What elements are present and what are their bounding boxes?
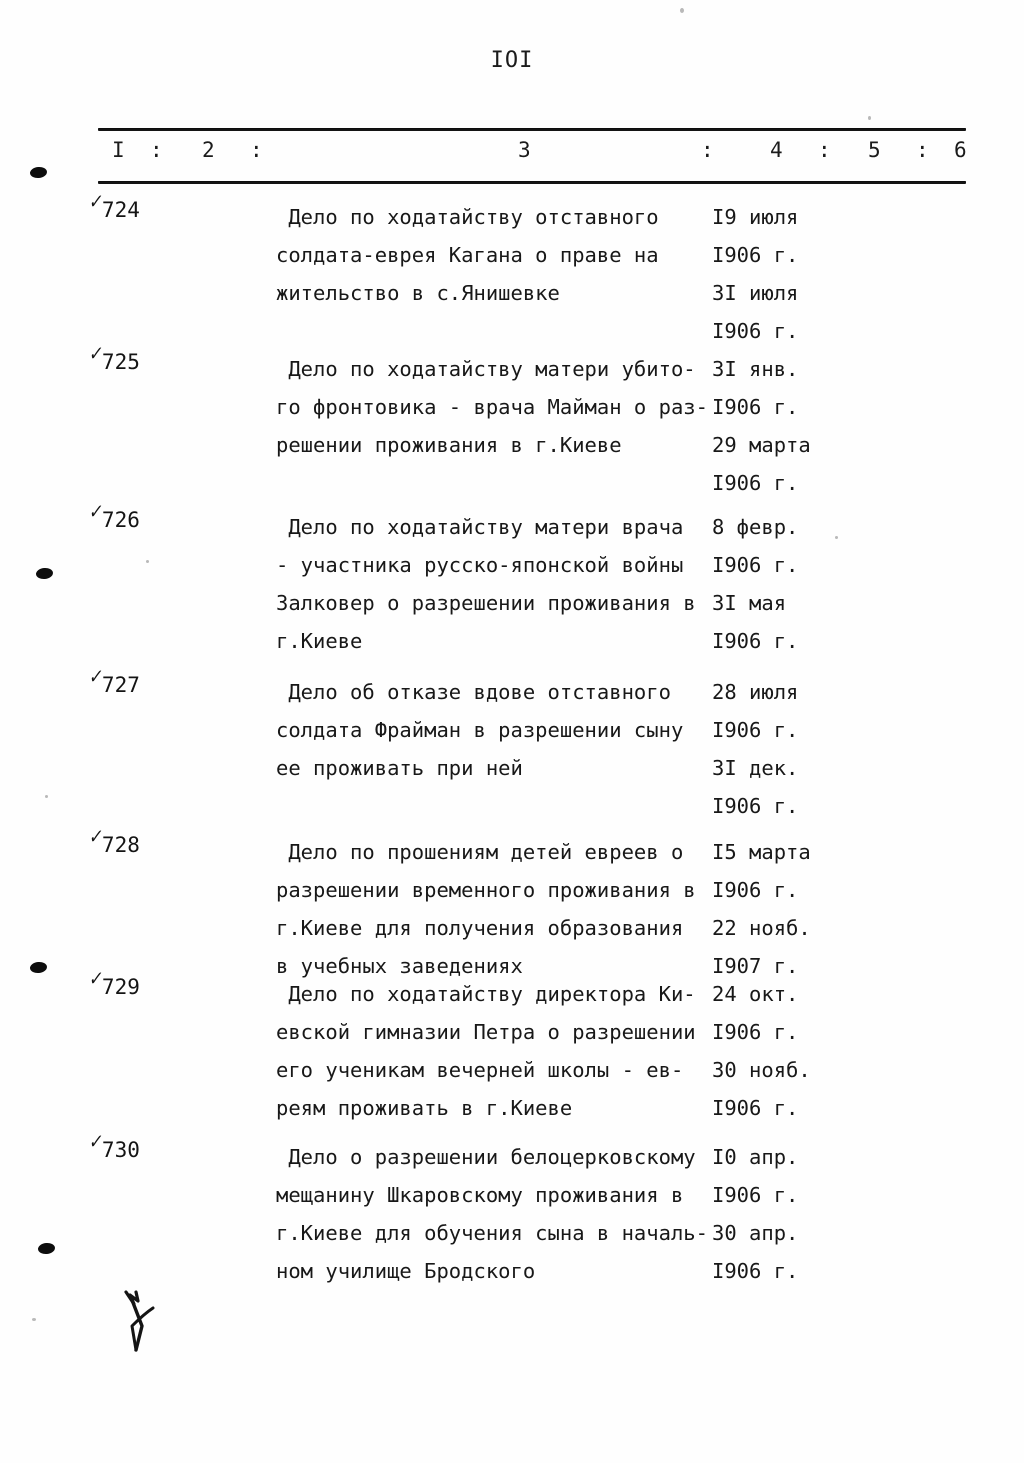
case-description bbox=[276, 508, 706, 660]
description-line: ее проживать при ней bbox=[276, 756, 523, 780]
description-line: ном училище Бродского bbox=[276, 1259, 536, 1283]
column-header-band bbox=[98, 128, 966, 184]
date-line: I906 г. bbox=[712, 553, 799, 577]
date-line: I906 г. bbox=[712, 1020, 799, 1044]
description-line: Дело по ходатайству матери убито- bbox=[276, 357, 696, 381]
case-dates bbox=[712, 508, 912, 660]
case-dates bbox=[712, 975, 912, 1127]
scan-speck bbox=[32, 1318, 36, 1321]
checkmark-icon: ✓ bbox=[87, 500, 103, 524]
description-line: - участника русско-японской войны bbox=[276, 553, 684, 577]
case-description bbox=[276, 198, 706, 312]
date-line: 3I дек. bbox=[712, 756, 799, 780]
date-line: I906 г. bbox=[712, 243, 799, 267]
case-number-value: 725 bbox=[101, 350, 140, 374]
date-line: I906 г. bbox=[712, 629, 799, 653]
case-description bbox=[276, 833, 706, 985]
checkmark-icon: ✓ bbox=[87, 967, 103, 991]
date-line: 3I янв. bbox=[712, 357, 799, 381]
date-line: I906 г. bbox=[712, 878, 799, 902]
column-sep-4: : bbox=[818, 138, 831, 162]
case-number-value: 727 bbox=[101, 673, 140, 697]
description-line: Дело по прошениям детей евреев о bbox=[276, 840, 684, 864]
case-number bbox=[86, 967, 216, 999]
date-line: I906 г. bbox=[712, 395, 799, 419]
description-line: решении проживания в г.Киеве bbox=[276, 433, 622, 457]
description-line: мещанину Шкаровскому проживания в bbox=[276, 1183, 684, 1207]
case-dates bbox=[712, 350, 912, 502]
page-number: IOI bbox=[490, 48, 534, 73]
checkmark-icon: ✓ bbox=[87, 190, 103, 214]
date-line: I906 г. bbox=[712, 471, 799, 495]
case-number bbox=[86, 825, 216, 857]
description-line: г.Киеве для получения образования bbox=[276, 916, 684, 940]
column-header-2: 2 bbox=[202, 138, 215, 162]
date-line: 3I мая bbox=[712, 591, 787, 615]
header-rule-top bbox=[98, 128, 966, 131]
date-line: I9 июля bbox=[712, 205, 799, 229]
margin-ink-blot bbox=[29, 166, 47, 179]
case-number bbox=[86, 342, 216, 374]
column-header-3: 3 bbox=[518, 138, 531, 162]
case-description bbox=[276, 673, 706, 787]
case-dates bbox=[712, 198, 912, 350]
case-number-value: 729 bbox=[101, 975, 140, 999]
column-header-1: I bbox=[112, 138, 125, 162]
column-sep-2: : bbox=[250, 138, 263, 162]
handwritten-signature-mark bbox=[112, 1278, 192, 1368]
description-line: Дело по ходатайству директора Ки- bbox=[276, 982, 696, 1006]
date-line: I906 г. bbox=[712, 718, 799, 742]
header-rule-bottom bbox=[98, 181, 966, 184]
case-number-value: 724 bbox=[101, 198, 140, 222]
date-line: 8 февр. bbox=[712, 515, 799, 539]
description-line: реям проживать в г.Киеве bbox=[276, 1096, 573, 1120]
case-number-value: 730 bbox=[101, 1138, 140, 1162]
date-line: 28 июля bbox=[712, 680, 799, 704]
case-number bbox=[86, 1130, 216, 1162]
column-header-6: 6 bbox=[954, 138, 967, 162]
description-line: евской гимназии Петра о разрешении bbox=[276, 1020, 696, 1044]
case-number bbox=[86, 500, 216, 532]
case-dates bbox=[712, 673, 912, 825]
description-line: Дело о разрешении белоцерковскому bbox=[276, 1145, 696, 1169]
description-line: Дело по ходатайству отставного bbox=[276, 205, 659, 229]
scan-speck bbox=[146, 560, 149, 563]
case-description bbox=[276, 975, 706, 1127]
description-line: г.Киеве для обучения сына в началь- bbox=[276, 1221, 708, 1245]
date-line: 22 нояб. bbox=[712, 916, 811, 940]
date-line: I906 г. bbox=[712, 794, 799, 818]
checkmark-icon: ✓ bbox=[87, 665, 103, 689]
checkmark-icon: ✓ bbox=[87, 1130, 103, 1154]
column-header-4: 4 bbox=[770, 138, 783, 162]
description-line: его ученикам вечерней школы - ев- bbox=[276, 1058, 684, 1082]
description-line: разрешении временного проживания в bbox=[276, 878, 696, 902]
column-headers bbox=[98, 138, 966, 174]
scan-speck bbox=[680, 8, 684, 13]
margin-ink-blot bbox=[37, 1242, 55, 1255]
date-line: I906 г. bbox=[712, 1096, 799, 1120]
description-line: Дело об отказе вдове отставного bbox=[276, 680, 671, 704]
case-description bbox=[276, 1138, 706, 1290]
case-number bbox=[86, 665, 216, 697]
column-header-5: 5 bbox=[868, 138, 881, 162]
description-line: солдата-еврея Кагана о праве на bbox=[276, 243, 659, 267]
checkmark-icon: ✓ bbox=[87, 342, 103, 366]
date-line: I906 г. bbox=[712, 1259, 799, 1283]
case-description bbox=[276, 350, 706, 464]
description-line: в учебных заведениях bbox=[276, 954, 523, 978]
date-line: 29 марта bbox=[712, 433, 811, 457]
column-sep-1: : bbox=[150, 138, 163, 162]
case-number bbox=[86, 190, 216, 222]
date-line: 30 нояб. bbox=[712, 1058, 811, 1082]
case-number-value: 728 bbox=[101, 833, 140, 857]
date-line: I5 марта bbox=[712, 840, 811, 864]
date-line: 30 апр. bbox=[712, 1221, 799, 1245]
date-line: 24 окт. bbox=[712, 982, 799, 1006]
checkmark-icon: ✓ bbox=[87, 825, 103, 849]
date-line: I0 апр. bbox=[712, 1145, 799, 1169]
description-line: Дело по ходатайству матери врача bbox=[276, 515, 684, 539]
margin-ink-blot bbox=[29, 961, 47, 974]
description-line: г.Киеве bbox=[276, 629, 363, 653]
description-line: го фронтовика - врача Майман о раз- bbox=[276, 395, 708, 419]
case-dates bbox=[712, 1138, 912, 1290]
column-sep-5: : bbox=[916, 138, 929, 162]
date-line: 3I июля bbox=[712, 281, 799, 305]
scan-speck bbox=[835, 536, 838, 539]
description-line: Залковер о разрешении проживания в bbox=[276, 591, 696, 615]
scan-speck bbox=[45, 795, 48, 798]
scan-speck bbox=[868, 116, 871, 120]
column-sep-3: : bbox=[701, 138, 714, 162]
date-line: I906 г. bbox=[712, 319, 799, 343]
description-line: жительство в с.Янишевке bbox=[276, 281, 560, 305]
margin-ink-blot bbox=[35, 567, 53, 580]
date-line: I906 г. bbox=[712, 1183, 799, 1207]
date-line: I907 г. bbox=[712, 954, 799, 978]
case-dates bbox=[712, 833, 912, 985]
case-number-value: 726 bbox=[101, 508, 140, 532]
description-line: солдата Фрайман в разрешении сыну bbox=[276, 718, 684, 742]
